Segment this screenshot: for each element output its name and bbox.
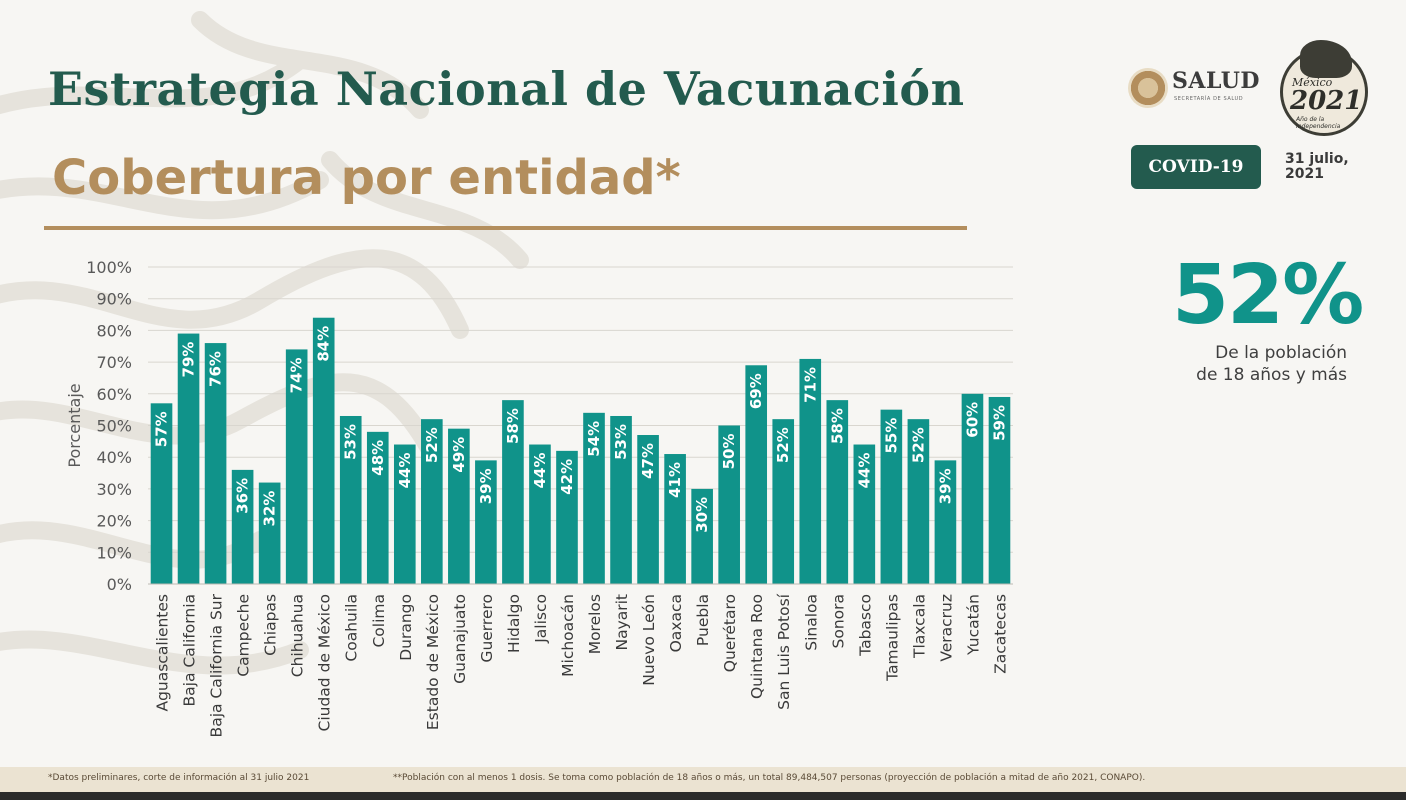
bar-data-label: 49% (449, 436, 468, 473)
category-label: San Luis Potosí (775, 594, 794, 710)
salud-seal-icon (1128, 68, 1168, 108)
bar-data-label: 58% (503, 408, 522, 445)
category-label: Estado de México (423, 594, 442, 731)
covid-badge: COVID-19 (1131, 145, 1261, 189)
bar-data-label: 71% (801, 366, 820, 403)
category-label: Veracruz (937, 594, 956, 662)
bar-data-label: 44% (855, 452, 874, 489)
category-label: Tabasco (856, 594, 875, 656)
category-label: Tamaulipas (883, 594, 902, 681)
y-tick-label: 10% (96, 543, 132, 563)
category-label: Querétaro (721, 594, 740, 673)
bar-data-label: 55% (882, 417, 901, 454)
y-axis-label: Porcentaje (65, 383, 84, 468)
y-tick-label: 100% (86, 258, 132, 277)
category-label: Jalisco (531, 594, 550, 643)
bar-data-label: 59% (990, 404, 1009, 441)
y-tick-label: 0% (106, 575, 132, 594)
y-tick-label: 20% (96, 511, 132, 531)
title-divider (44, 226, 967, 230)
category-label: Oaxaca (667, 594, 686, 653)
bar-data-label: 39% (476, 468, 495, 505)
coverage-description-line1: De la población (1215, 343, 1347, 363)
emblem-line-text: Año de la Independencia (1296, 116, 1341, 130)
y-tick-label: 70% (96, 353, 132, 373)
bottom-bar (0, 792, 1406, 800)
bar-data-label: 69% (747, 373, 766, 410)
bar-data-label: 54% (585, 420, 604, 457)
national-coverage-value: 52% (1172, 248, 1363, 343)
report-date-line2: 2021 (1285, 166, 1324, 182)
bar-data-label: 57% (152, 411, 171, 448)
bar-data-label: 52% (909, 427, 928, 464)
bar-data-label: 53% (612, 423, 631, 460)
report-date-line1: 31 julio, (1285, 151, 1349, 167)
bar-data-label: 79% (179, 341, 198, 378)
category-label: Aguascalientes (153, 594, 172, 712)
category-label: Sonora (829, 594, 848, 649)
bar-data-label: 44% (530, 452, 549, 489)
bar-data-label: 52% (422, 427, 441, 464)
bar-data-label: 74% (287, 357, 306, 394)
category-label: Zacatecas (991, 594, 1010, 674)
y-tick-label: 60% (96, 384, 132, 404)
category-label: Quintana Roo (748, 594, 767, 700)
category-label: Chihuahua (288, 594, 307, 678)
coverage-bar-chart (60, 255, 1020, 765)
mexico-2021-emblem (1278, 40, 1370, 138)
emblem-year-text: 2021 (1290, 86, 1363, 116)
salud-subtitle: SECRETARÍA DE SALUD (1174, 96, 1244, 102)
salud-logo (1128, 66, 1260, 112)
coverage-description-line2: de 18 años y más (1196, 365, 1347, 385)
category-label: Guanajuato (450, 594, 469, 684)
bar-data-label: 32% (260, 490, 279, 527)
category-label: Morelos (586, 594, 605, 655)
bar-data-label: 50% (720, 433, 739, 470)
bar-data-label: 44% (395, 452, 414, 489)
y-tick-label: 50% (96, 416, 132, 436)
category-label: Chiapas (261, 594, 280, 656)
category-label: Nuevo León (640, 594, 659, 686)
bar-data-label: 36% (233, 477, 252, 514)
bar-data-label: 58% (828, 408, 847, 445)
category-label: Coahuila (342, 594, 361, 662)
bar-data-label: 52% (774, 427, 793, 464)
bar-data-label: 39% (936, 468, 955, 505)
category-label: Hidalgo (504, 594, 523, 653)
bar-data-label: 84% (314, 325, 333, 362)
category-label: Baja California (180, 594, 199, 707)
category-label: Sinaloa (802, 594, 821, 651)
y-tick-label: 40% (96, 448, 132, 468)
bar-data-label: 47% (639, 443, 658, 479)
y-tick-label: 80% (96, 321, 132, 341)
footer (0, 767, 1406, 792)
report-date (1285, 152, 1355, 182)
salud-wordmark: SALUD (1172, 68, 1260, 94)
bar-data-label: 42% (557, 458, 576, 495)
emblem-mexico-text: México (1292, 76, 1333, 89)
category-label: Colima (369, 594, 388, 648)
footnote-population: **Población con al menos 1 dosis. Se toma como población de 18 años o más, un total 89,484,507 personas (proyección de población a mitad de año 2021, CONAPO). (393, 773, 1146, 783)
bar-data-label: 48% (368, 439, 387, 476)
bar-data-label: 53% (341, 423, 360, 460)
page-subtitle: Cobertura por entidad* (52, 150, 681, 206)
bar-data-label: 30% (693, 496, 712, 533)
category-label: Guerrero (477, 594, 496, 663)
category-label: Michoacán (558, 594, 577, 677)
serpent-head-icon (1300, 40, 1352, 78)
category-label: Baja California Sur (207, 594, 226, 738)
y-tick-label: 90% (96, 289, 132, 309)
category-label: Yucatán (964, 594, 983, 655)
bar-data-label: 41% (666, 462, 685, 498)
category-label: Tlaxcala (910, 594, 929, 658)
y-tick-label: 30% (96, 479, 132, 499)
category-label: Campeche (234, 594, 253, 677)
category-label: Durango (396, 594, 415, 661)
national-coverage-description (1176, 342, 1347, 386)
category-label: Nayarit (613, 594, 632, 651)
page-title: Estrategia Nacional de Vacunación (48, 62, 965, 116)
category-label: Ciudad de México (315, 594, 334, 732)
bar-data-label: 76% (206, 351, 225, 387)
bar-data-label: 60% (963, 401, 982, 438)
footnote-preliminary: *Datos preliminares, corte de información al 31 julio 2021 (48, 773, 310, 783)
category-label: Puebla (694, 594, 713, 647)
